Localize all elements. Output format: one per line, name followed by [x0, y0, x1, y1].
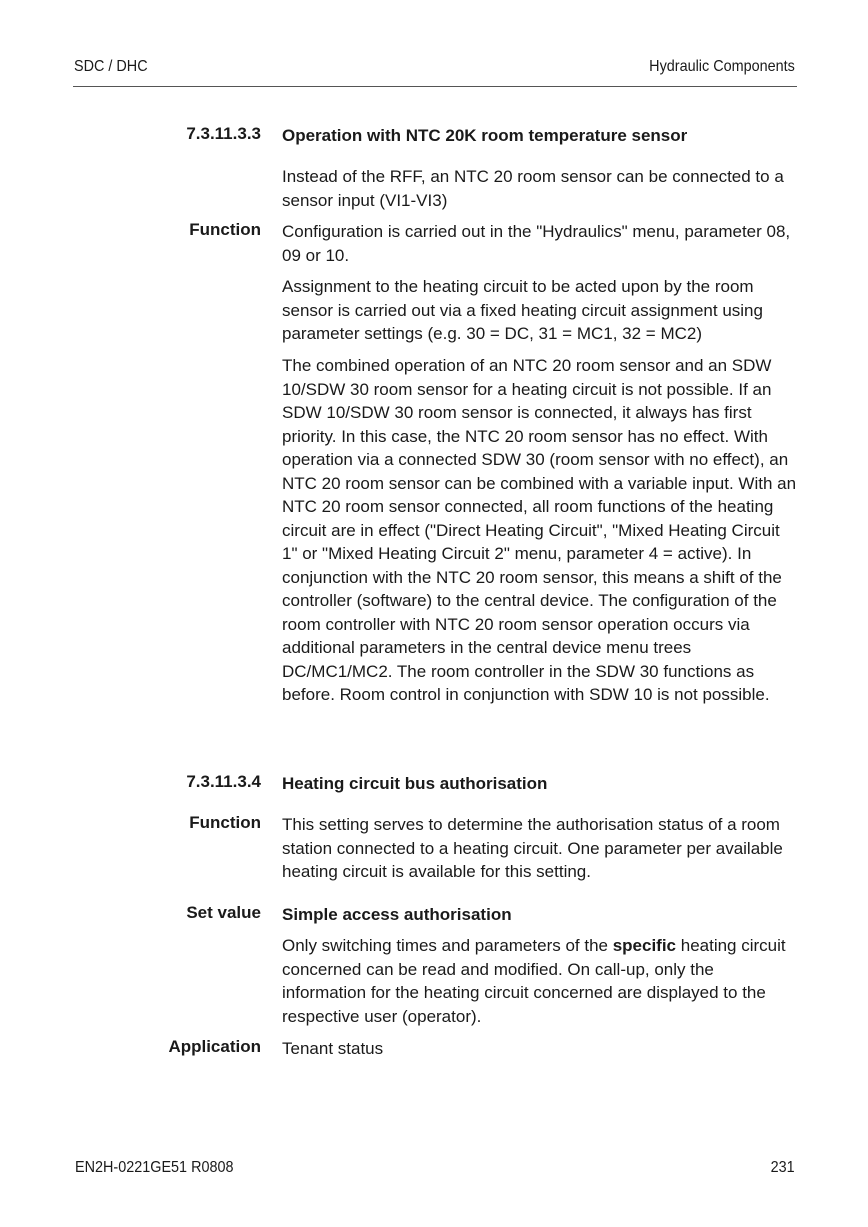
- function-paragraph: This setting serves to determine the authorisation status of a room station connected to a heating circuit. One parameter per available heating circuit is available for this setting.: [282, 815, 783, 881]
- set-value-paragraph: [282, 934, 797, 1028]
- function-paragraph-1: Configuration is carried out in the "Hydraulics" menu, parameter 08, 09 or 10.: [282, 222, 791, 265]
- set-value-text-before: Only switching times and parameters of the: [282, 936, 613, 955]
- page-number: 231: [770, 1159, 795, 1176]
- function-paragraph-3: The combined operation of an NTC 20 room sensor and an SDW 10/SDW 30 room sensor for a heating circuit is not possible. If an SDW 10/SDW 30 room sensor is connected, it always has first priority. In this case, the NTC 20 room sensor has no effect. With operation via a connected SDW 30 (room sensor with no effect), an NTC 20 room sensor can be combined with a variable input. With an NTC 20 room sensor connected, all room functions of the heating circuit are in effect ("Direct Heating Circuit", "Mixed Heating Circuit 1" or "Mixed Heating Circuit 2" menu, parameter 4 = active). In conjunction with the NTC 20 room sensor, this means a shift of the controller (software) to the central device. The configuration of the room controller with NTC 20 room sensor operation occurs via additional parameters in the central device menu trees DC/MC1/MC2. The room controller in the SDW 30 functions as before. Room control in conjunction with SDW 10 is not possible.: [282, 356, 797, 704]
- section-number: 7.3.11.3.3: [186, 124, 261, 143]
- section-number: 7.3.11.3.4: [186, 772, 261, 791]
- section-title: Heating circuit bus authorisation: [282, 774, 548, 793]
- intro-paragraph: Instead of the RFF, an NTC 20 room sensor can be connected to a sensor input (VI1-VI3): [282, 167, 784, 210]
- section-title: Operation with NTC 20K room temperature sensor: [282, 126, 688, 145]
- header-right: Hydraulic Components: [649, 58, 795, 75]
- set-value-text-after: heating circuit concerned can be read and modified. On call-up, only the information for the heating circuit concerned are displayed to the respective user (operator).: [282, 936, 786, 1026]
- set-value-title: Simple access authorisation: [282, 905, 512, 924]
- footer-doc-id: EN2H-0221GE51 R0808: [75, 1159, 234, 1176]
- set-value-text-bold: specific: [612, 936, 677, 955]
- function-label: Function: [189, 220, 261, 239]
- function-paragraph-2: Assignment to the heating circuit to be acted upon by the room sensor is carried out via a fixed heating circuit assignment using parameter settings (e.g. 30 = DC, 31 = MC1, 32 = MC2): [282, 277, 763, 343]
- function-label: Function: [189, 813, 261, 832]
- application-label: Application: [168, 1037, 261, 1056]
- header-left: SDC / DHC: [74, 58, 148, 75]
- header-rule: [73, 86, 797, 87]
- application-text: Tenant status: [282, 1039, 384, 1058]
- set-value-label: Set value: [186, 903, 261, 922]
